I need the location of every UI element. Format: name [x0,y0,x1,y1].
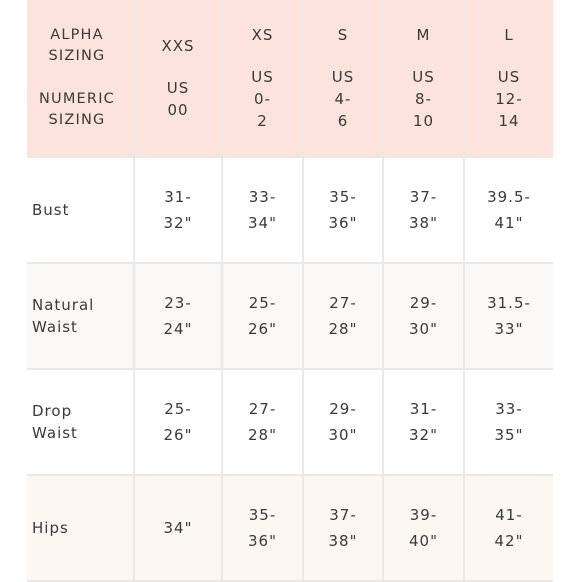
size-col-m [383,0,464,157]
table-row-hips [27,475,553,581]
size-col-xs [222,0,303,157]
size-numeric: US 00 [166,79,190,119]
table-cell [134,263,222,369]
table-cell [222,157,303,263]
measurement-value: 37- 38" [328,506,358,550]
row-label: Hips [32,519,69,537]
table-cell [222,475,303,581]
measurement-value: 34" [163,519,193,537]
table-cell [303,369,383,475]
numeric-sizing-label: NUMERIC SIZING [38,91,115,128]
table-row-natural-waist [27,263,553,369]
table-row-bust [27,157,553,263]
table-cell [464,475,553,581]
table-cell [383,263,464,369]
table-cell [383,369,464,475]
size-col-l [464,0,553,157]
measurement-value: 35- 36" [248,506,277,550]
row-label: Drop Waist [32,402,78,442]
table-cell [464,263,553,369]
row-label-cell [27,263,134,369]
size-alpha: L [504,26,514,44]
size-alpha: M [416,26,431,44]
size-numeric: US 12- 14 [495,68,523,130]
table-cell [303,263,383,369]
measurement-value: 39- 40" [409,506,438,550]
measurement-value: 25- 26" [163,400,193,444]
table-cell [383,157,464,263]
measurement-value: 37- 38" [409,188,438,232]
table-cell [134,475,222,581]
header-label-cell [27,0,134,157]
table-cell [383,475,464,581]
row-label-cell [27,369,134,475]
measurement-value: 31- 32" [409,400,438,444]
measurement-value: 39.5- 41" [487,188,531,232]
size-numeric: US 4- 6 [331,68,355,130]
alpha-sizing-label: ALPHA SIZING [48,27,106,64]
table-row-drop-waist [27,369,553,475]
row-label-cell [27,157,134,263]
measurement-value: 31- 32" [163,188,193,232]
table-cell [464,157,553,263]
size-chart-table [27,0,553,582]
measurement-value: 29- 30" [328,400,358,444]
table-cell [222,263,303,369]
size-numeric: US 0- 2 [251,68,274,130]
measurement-value: 27- 28" [248,400,277,444]
size-col-s [303,0,383,157]
measurement-value: 23- 24" [163,294,193,338]
table-cell [134,157,222,263]
table-cell [222,369,303,475]
measurement-value: 31.5- 33" [487,294,531,338]
row-label-cell [27,475,134,581]
table-cell [303,475,383,581]
size-alpha: XS [251,26,274,44]
measurement-value: 25- 26" [248,294,277,338]
measurement-value: 33- 35" [494,400,524,444]
size-col-xxs [134,0,222,157]
measurement-value: 41- 42" [494,506,524,550]
size-alpha: S [337,26,349,44]
table-cell [303,157,383,263]
row-label: Natural Waist [32,296,95,336]
row-label: Bust [32,201,70,219]
header-row [27,0,553,157]
table-cell [464,369,553,475]
size-alpha: XXS [161,37,195,55]
measurement-value: 27- 28" [328,294,358,338]
measurement-value: 35- 36" [328,188,358,232]
table-cell [134,369,222,475]
size-numeric: US 8- 10 [412,68,435,130]
measurement-value: 33- 34" [248,188,277,232]
measurement-value: 29- 30" [409,294,438,338]
